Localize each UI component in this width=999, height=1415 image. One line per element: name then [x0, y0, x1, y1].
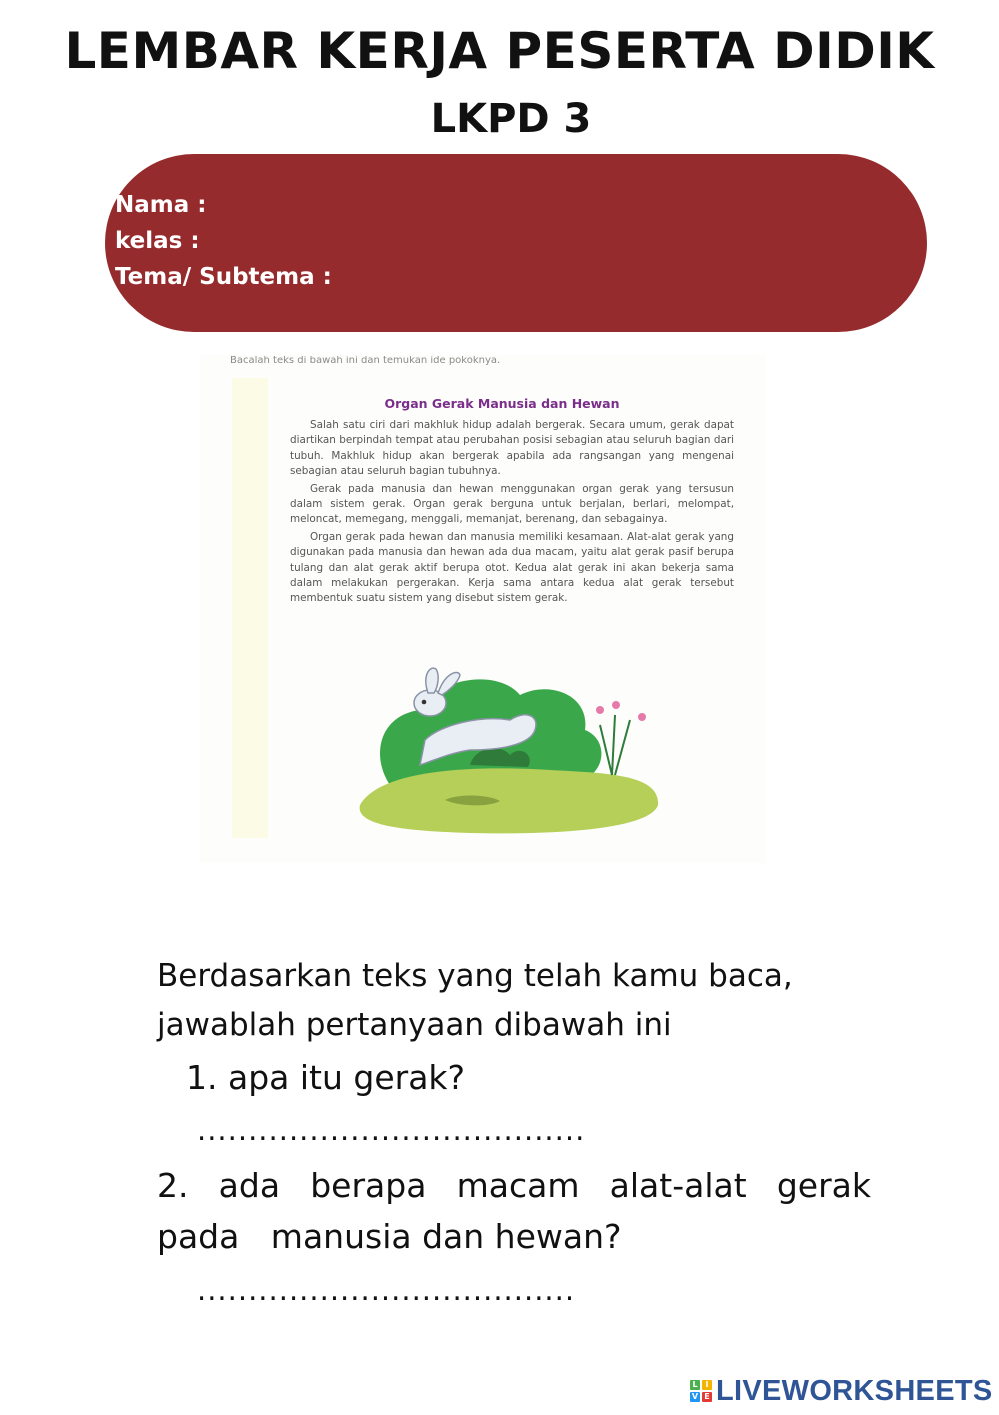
student-info-banner	[105, 154, 927, 332]
worksheet-title: LEMBAR KERJA PESERTA DIDIK	[64, 22, 935, 80]
question-2	[157, 1160, 871, 1262]
liveworksheets-brand-text: LIVEWORKSHEETS	[716, 1374, 993, 1407]
logo-letter: L	[690, 1380, 700, 1390]
liveworksheets-logo[interactable]	[690, 1374, 993, 1408]
question-1	[186, 1058, 465, 1097]
worksheet-subtitle: LKPD 3	[430, 96, 592, 142]
logo-letter: V	[691, 1392, 699, 1401]
logo-letter: I	[702, 1380, 712, 1390]
article-paragraph: Gerak pada manusia dan hewan menggunakan organ gerak yang tersusun dalam sistem gerak. Organ gerak berguna untuk berjalan, berlari, melompat, meloncat, memegang, menggali, memanjat, berenang, dan sebagainya.	[290, 482, 734, 526]
intro-line: jawablah pertanyaan dibawah ini	[157, 1007, 672, 1043]
scan-instruction-fragment: Bacalah teks di bawah ini dan temukan ide pokoknya.	[230, 356, 501, 366]
name-label[interactable]: Nama :	[115, 192, 207, 218]
question-intro	[157, 952, 857, 1050]
question-2-word: ada	[218, 1166, 281, 1205]
answer-field-1[interactable]: ......................................	[197, 1113, 586, 1147]
class-label[interactable]: kelas :	[115, 228, 200, 254]
rabbit-illustration	[350, 655, 670, 835]
article-paragraph: Salah satu ciri dari makhluk hidup adalah bergerak. Secara umum, gerak dapat diartikan berpindah tempat atau perubahan posisi sebagian atau seluruh bagian dari tubuh. Makhluk hidup akan bergerak apabila ada rangsangan yang mengenai sebagian atau seluruh bagian tubuhnya.	[290, 419, 734, 478]
answer-field-2[interactable]: .....................................	[197, 1273, 576, 1307]
question-1-text: apa itu gerak?	[228, 1058, 466, 1097]
article-paragraph: Organ gerak pada hewan dan manusia memiliki kesamaan. Alat-alat gerak yang digunakan pada manusia dan hewan ada dua macam, yaitu alat gerak pasif berupa tulang dan alat gerak aktif berupa otot. Kedua alat gerak ini akan bekerja sama dalam melakukan pergerakan. Kerja sama antara kedua alat gerak tersebut membentuk suatu sistem yang disebut sistem gerak.	[290, 530, 734, 605]
question-2-word: 2.	[157, 1166, 189, 1205]
question-2-word: berapa	[310, 1166, 427, 1205]
liveworksheets-logo-icon	[690, 1380, 712, 1402]
logo-letter: E	[702, 1392, 712, 1402]
question-2-word: gerak	[776, 1166, 871, 1205]
intro-line: Berdasarkan teks yang telah kamu baca,	[157, 958, 793, 994]
article-body	[290, 418, 734, 609]
question-2-line2: pada manusia dan hewan?	[157, 1217, 622, 1256]
question-2-word: alat-alat	[609, 1166, 747, 1205]
theme-label[interactable]: Tema/ Subtema :	[115, 264, 332, 290]
question-2-word: macam	[456, 1166, 580, 1205]
question-1-number: 1.	[186, 1058, 218, 1097]
article-title: Organ Gerak Manusia dan Hewan	[384, 396, 620, 411]
scan-margin-strip	[232, 378, 268, 838]
